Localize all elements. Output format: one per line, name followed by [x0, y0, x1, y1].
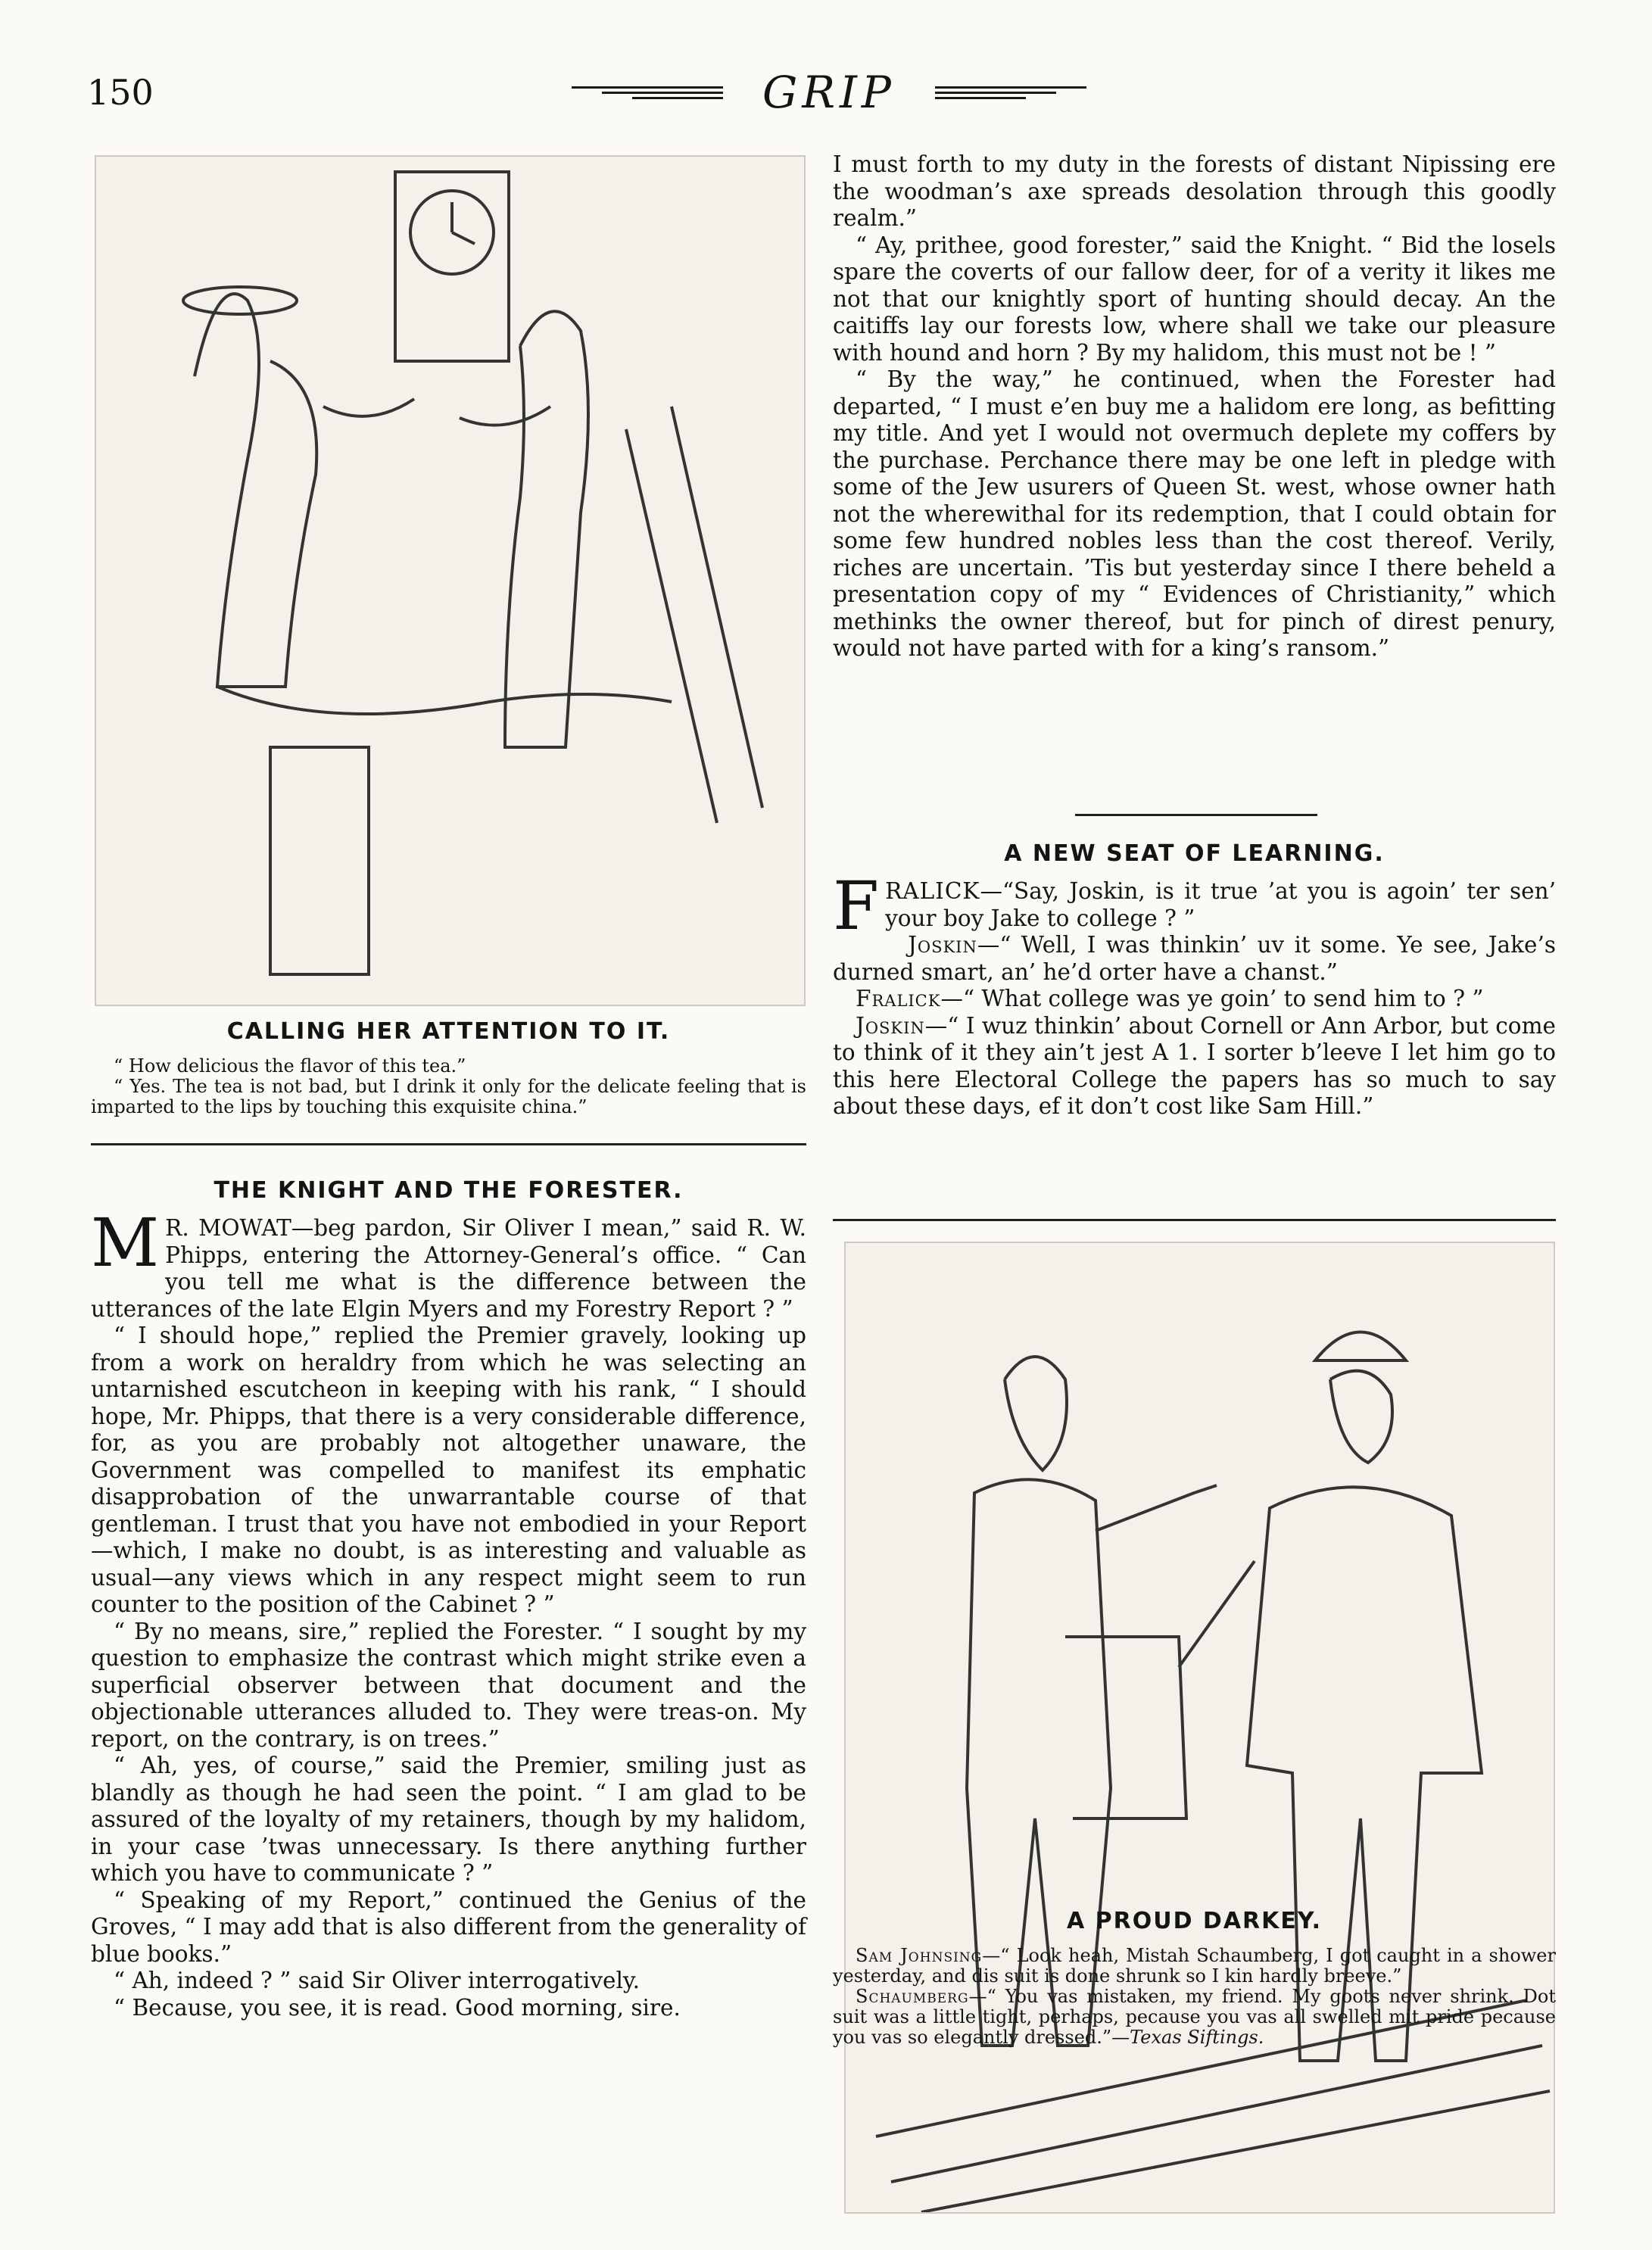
- divider-right-long: [833, 1219, 1556, 1221]
- knight-paragraph-8: I must forth to my duty in the forests of distant Nipissing ere the woodman’s axe spreads desolation through this goodly realm.”: [833, 151, 1556, 231]
- masthead: [564, 67, 1094, 120]
- learning-dropcap: F: [833, 867, 880, 945]
- learning-line-1: [833, 867, 1556, 945]
- calling-title: CALLING HER ATTENTION TO IT.: [226, 1018, 671, 1045]
- darkey-title: A PROUD DARKEY.: [1066, 1908, 1323, 1934]
- knight-paragraph-5: “ Speaking of my Report,” continued the Genius of the Groves, “ I may add that is also different from the generality of blue books.”: [91, 1887, 806, 1967]
- knight-paragraph-1: [91, 1204, 806, 1323]
- learning-line-3: [833, 986, 1556, 1013]
- darkey-speaker-2: Schaumberg: [856, 1986, 969, 2007]
- learning-line-1-text: —“Say, Joskin, is it true ’at you is agoin’ ter sen’ your boy Jake to college ? ”: [885, 878, 1556, 931]
- learning-line-4-text: —“ I wuz thinkin’ about Cornell or Ann Arbor, but come to think of it they ain’t jest A 1. I sorter b’leeve I let him go to this here Electoral College the papers has so much to say about these days, ef it don’t cost like Sam Hill.”: [833, 1012, 1556, 1119]
- darkey-line-1: [833, 1946, 1556, 1987]
- darkey-line-1-text: —“ Look heah, Mistah Schaumberg, I got caught in a shower yesterday, and dis suit is done shrunk so I kin hardly breeve.”: [833, 1945, 1556, 1987]
- knight-paragraph-2: “ I should hope,” replied the Premier gravely, looking up from a work on heraldry from which he was selecting an untarnished escutcheon in keeping with his rank, “ I should hope, Mr. Phipps, that there is a very considerable difference, for, as you are probably not altogether unaware, the Government was compelled to manifest its emphatic disapprobation of the unwarrantable course of that gentleman. I trust that you have not embodied in your Report—which, I make no doubt, is as interesting and valuable as usual—any views which in any respect might seem to run counter to the position of the Cabinet ? ”: [91, 1323, 806, 1617]
- knight-paragraph-6: “ Ah, indeed ? ” said Sir Oliver interrogatively.: [114, 1968, 641, 1993]
- learning-speaker-2: Joskin: [908, 932, 977, 958]
- knight-column-right: [833, 151, 1556, 662]
- calling-line-2: “ Yes. The tea is not bad, but I drink it only for the delicate feeling that is imparted to the lips by touching this exquisite china.”: [91, 1076, 806, 1117]
- darkey-source: Texas Siftings.: [1130, 2027, 1264, 2048]
- cartoon-illustration-art: [846, 1243, 1554, 2212]
- tea-drinking-women-illustration: [95, 155, 806, 1006]
- knight-title: THE KNIGHT AND THE FORESTER.: [214, 1177, 684, 1204]
- calling-line-1: “ How delicious the flavor of this tea.”: [114, 1055, 466, 1077]
- masthead-ornament-left: [572, 83, 723, 106]
- calling-caption: [91, 1056, 806, 1117]
- learning-speaker-3: Fralick: [856, 986, 941, 1011]
- learning-line-2-text: —“ Well, I was thinkin’ uv it some. Ye see, Jake’s durned smart, an’ he’d orter have a chanst.”: [833, 932, 1556, 985]
- learning-line-2: [833, 932, 1556, 986]
- divider-right-short: [1075, 814, 1317, 816]
- masthead-ornament-right: [935, 83, 1086, 106]
- page-number: 150: [87, 72, 154, 113]
- knight-paragraph-3: “ By no means, sire,” replied the Forester. “ I sought by my question to emphasize the contrast which might strike even a superficial observer between that document and the objectionable utterances alluded to. They were treas-on. My report, on the contrary, is on trees.”: [91, 1618, 806, 1752]
- two-men-cartoon-illustration: [844, 1242, 1555, 2214]
- knight-column-left: [91, 1204, 806, 2021]
- learning-line-4: [833, 1013, 1556, 1120]
- masthead-title: GRIP: [762, 67, 896, 118]
- knight-paragraph-9: “ Ay, prithee, good forester,” said the Knight. “ Bid the losels spare the coverts of our fallow deer, for of a verity it likes me not that our knightly sport of hunting should decay. An the caitiffs lay our forests low, where shall we take our pleasure with hound and horn ? By my halidom, this must not be ! ”: [833, 232, 1556, 366]
- knight-paragraph-1-text: R. MOWAT—beg pardon, Sir Oliver I mean,” said R. W. Phipps, entering the Attorney-General’s office. “ Can you tell me what is the difference between the utterances of the late Elgin Myers and my Forestry Report ? ”: [91, 1215, 806, 1322]
- learning-title: A NEW SEAT OF LEARNING.: [1004, 840, 1385, 867]
- learning-line-3-text: —“ What college was ye goin’ to send him to ? ”: [940, 986, 1484, 1011]
- darkey-speaker-1: Sam Johnsing: [856, 1945, 983, 1966]
- darkey-line-2-text: —“ You vas mistaken, my friend. My goots never shrink. Dot suit was a little tight, perhaps, pecause you vas all swelled mit pride pecause you vas so elegantly dressed.”—: [833, 1986, 1556, 2048]
- knight-paragraph-4: “ Ah, yes, of course,” said the Premier, smiling just as blandly as though he had seen the point. “ I am glad to be assured of the loyalty of my retainers, though by my halidom, in your case ’twas unnecessary. Is there anything further which you have to communicate ? ”: [91, 1753, 806, 1886]
- darkey-caption: [833, 1946, 1556, 2048]
- learning-speaker-4: Joskin: [856, 1012, 925, 1039]
- knight-paragraph-7: “ Because, you see, it is read. Good morning, sire.: [114, 1994, 681, 2021]
- darkey-line-2: [833, 1987, 1556, 2048]
- knight-paragraph-10: “ By the way,” he continued, when the Forester had departed, “ I must e’en buy me a halidom ere long, as befitting my title. And yet I would not overmuch deplete my coffers by the purchase. Perchance there may be one left in pledge with some of the Jew usurers of Queen St. west, whose owner hath not the wherewithal for its redemption, that I could obtain for some few hundred nobles less than the cost thereof. Verily, riches are uncertain. ’Tis but yesterday since I there beheld a presentation copy of my “ Evidences of Christianity,” which methinks the owner thereof, but for pinch of direst penury, would not have parted with for a king’s ransom.”: [833, 366, 1556, 661]
- knight-dropcap: M: [91, 1204, 160, 1282]
- divider-left-1: [91, 1143, 806, 1145]
- learning-column: [833, 867, 1556, 1120]
- tea-illustration-art: [96, 157, 804, 1005]
- learning-speaker-1: RALICK: [885, 878, 980, 904]
